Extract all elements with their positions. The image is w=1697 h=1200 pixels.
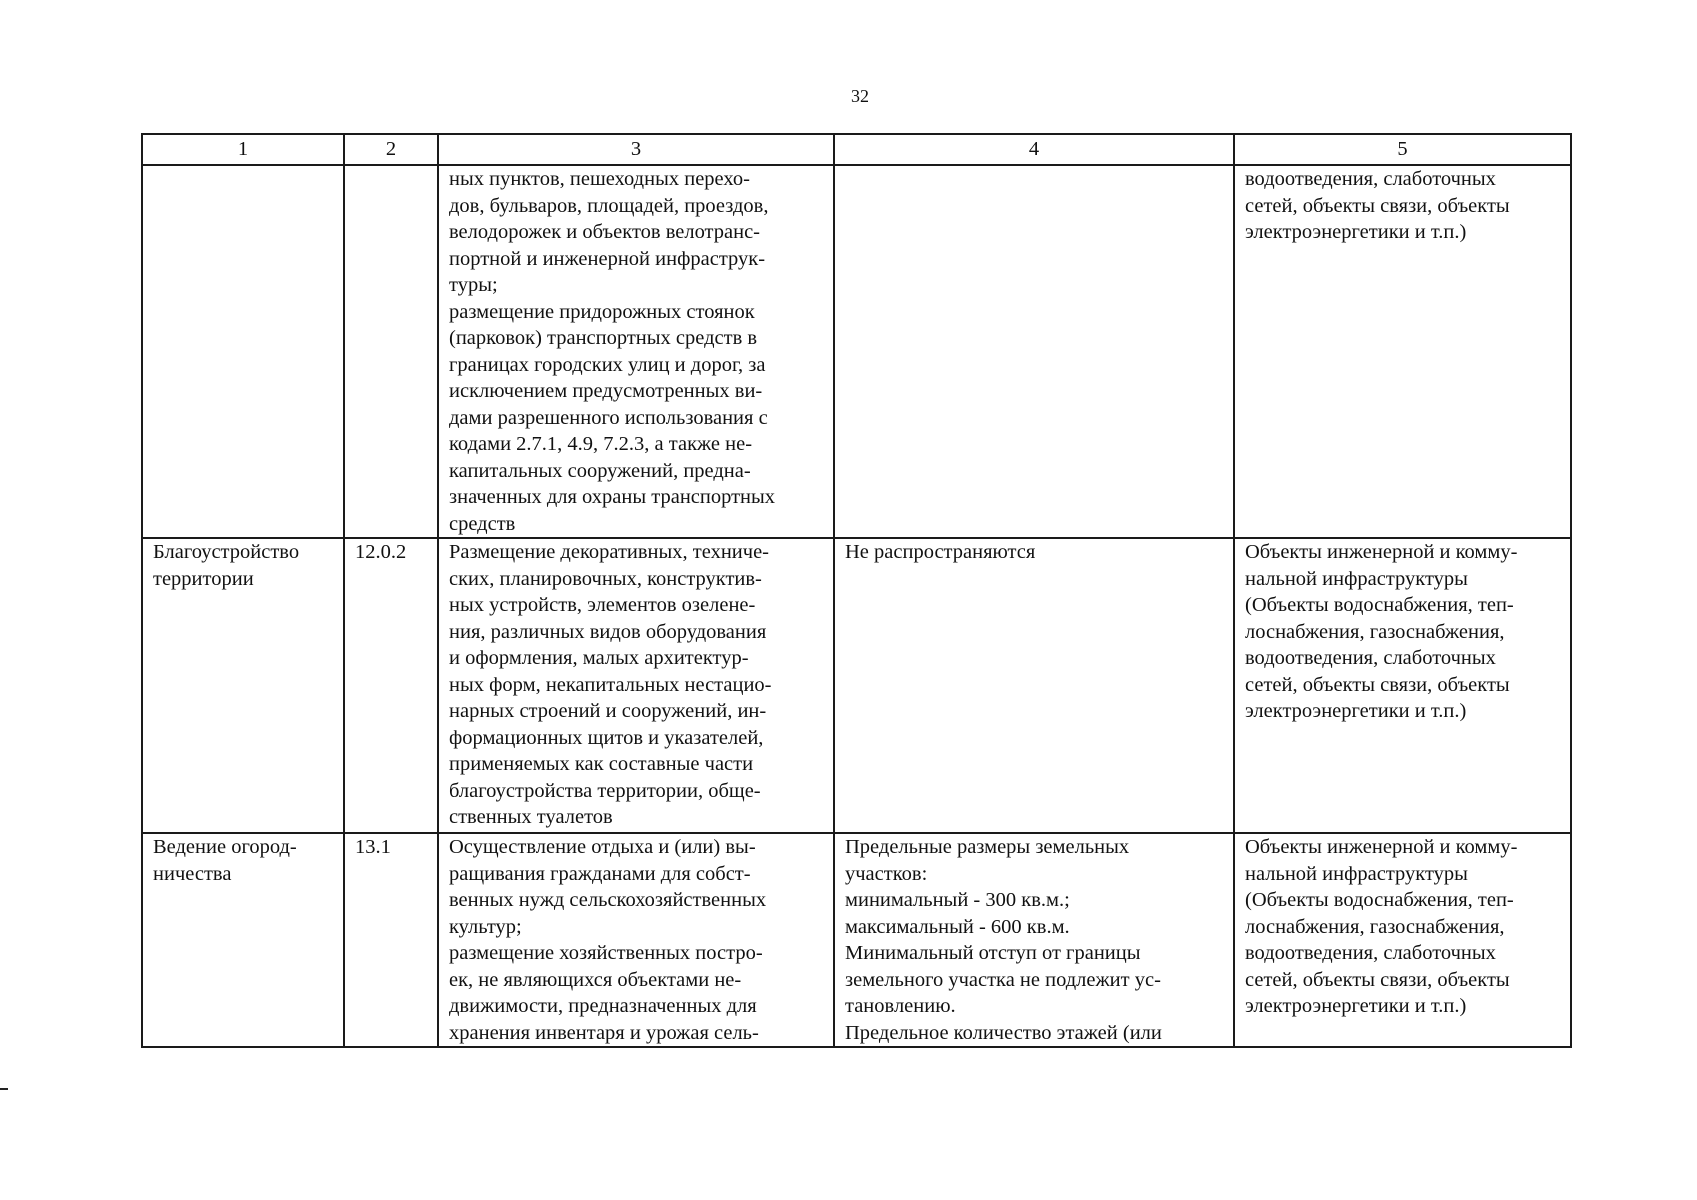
header-col-4: 4 xyxy=(834,134,1234,165)
limits-cell: Не распространяются xyxy=(834,538,1234,833)
header-row xyxy=(142,134,1571,165)
use-code-cell: 12.0.2 xyxy=(344,538,438,833)
header-col-1: 1 xyxy=(142,134,344,165)
header-col-3: 3 xyxy=(438,134,834,165)
limits-cell xyxy=(834,165,1234,538)
infrastructure-cell: Объекты инженерной и комму- нальной инфраструктуры (Объекты водоснабжения, теп- лоснабжения, газоснабжения, водоотведения, слаботочных сетей, объекты связи, объекты электроэнергетики и т.п.) xyxy=(1234,833,1571,1047)
use-description-cell: Размещение декоративных, техниче- ских, планировочных, конструктив- ных устройств, элементов озелене- ния, различных видов оборудования и оформления, малых архитектур- ных форм, некапитальных нестацио- нарных строений и сооружений, ин- формационных щитов и указателей, применяемых как составные части благоустройства территории, обще- ственных туалетов xyxy=(438,538,834,833)
use-name-cell xyxy=(142,165,344,538)
table-row xyxy=(142,538,1571,833)
scan-margin-mark xyxy=(0,1088,8,1090)
use-code-cell xyxy=(344,165,438,538)
use-name-cell: Благоустройство территории xyxy=(142,538,344,833)
infrastructure-cell: водоотведения, слаботочных сетей, объекты связи, объекты электроэнергетики и т.п.) xyxy=(1234,165,1571,538)
page-number: 32 xyxy=(851,86,869,106)
table-row xyxy=(142,165,1571,538)
infrastructure-cell: Объекты инженерной и комму- нальной инфраструктуры (Объекты водоснабжения, теп- лоснабжения, газоснабжения, водоотведения, слаботочных сетей, объекты связи, объекты электроэнергетики и т.п.) xyxy=(1234,538,1571,833)
header-col-2: 2 xyxy=(344,134,438,165)
use-description-cell: Осуществление отдыха и (или) вы- ращивания гражданами для собст- венных нужд сельскохозяйственных культур; размещение хозяйственных постро- ек, не являющихся объектами не- движимости, предназначенных для хранения инвентаря и урожая сель- xyxy=(438,833,834,1047)
header-col-5: 5 xyxy=(1234,134,1571,165)
use-code-cell: 13.1 xyxy=(344,833,438,1047)
use-description-cell: ных пунктов, пешеходных перехо- дов, бульваров, площадей, проездов, велодорожек и объектов велотранс- портной и инженерной инфраструк- туры; размещение придорожных стоянок (парковок) транспортных средств в границах городских улиц и дорог, за исключением предусмотренных ви- дами разрешенного использования с кодами 2.7.1, 4.9, 7.2.3, а также не- капитальных сооружений, предна- значенных для охраны транспортных средств xyxy=(438,165,834,538)
use-name-cell: Ведение огород- ничества xyxy=(142,833,344,1047)
limits-cell: Предельные размеры земельных участков: минимальный - 300 кв.м.; максимальный - 600 кв.м. Минимальный отступ от границы земельного участка не подлежит ус- тановлению. Предельное количество этажей (или xyxy=(834,833,1234,1047)
table-row xyxy=(142,833,1571,1047)
land-use-table xyxy=(141,133,1572,1048)
